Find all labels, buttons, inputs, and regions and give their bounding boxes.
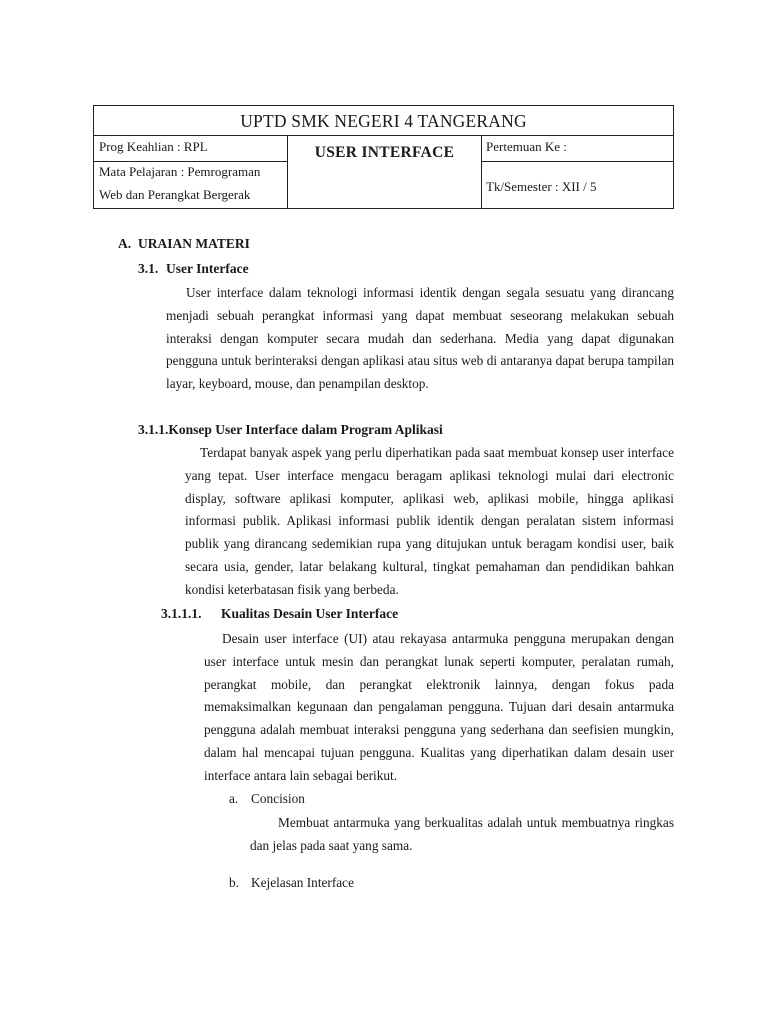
table-divider [481,136,482,208]
header-table [93,105,674,209]
document-title: USER INTERFACE [314,144,455,161]
list-label: Kejelasan Interface [251,875,354,890]
paragraph-user-interface: User interface dalam teknologi informasi identik dengan segala sesuatu yang dirancang menjadi sebuah perangkat informasi yang dapat membuat seseorang melakukan sebuah interaksi dengan komputer secara mudah dan sederhana. Media yang dapat digunakan pengguna untuk berinteraksi dengan aplikasi atau situs web di antaranya dapat berupa tampilan layar, keyboard, mouse, dan penampilan desktop. [166,285,674,392]
section-number: A. [118,236,132,251]
subsubsection-title: Kualitas Desain User Interface [221,606,399,621]
subsubsection-heading [161,606,398,622]
prog-keahlian: Prog Keahlian : RPL [99,139,208,154]
list-item [229,791,305,807]
subsection-heading-konsep: 3.1.1.Konsep User Interface dalam Program Aplikasi [138,422,443,437]
mata-pelajaran: Mata Pelajaran : Pemrograman Web dan Perangkat Bergerak [99,164,261,202]
paragraph-konsep: Terdapat banyak aspek yang perlu diperhatikan pada saat membuat konsep user interface yang tepat. User interface mengacu beragam aplikasi teknologi mulai dari electronic display, software aplikasi komputer, aplikasi web, aplikasi mobile, hingga aplikasi informasi publik. Aplikasi informasi publik identik dengan peralatan sistem informasi publik yang dirancang sedemikian rupa yang ditujukan untuk beragam kondisi user, baik secara usia, gender, latar belakang kultural, tingkat pemahaman dan pendidikan bahkan kondisi keterbatasan fisik yang berbeda. [185,445,674,597]
list-marker: b. [229,875,239,890]
subsection-title: User Interface [166,261,249,276]
list-marker: a. [229,791,239,806]
subsection-number: 3.1. [138,261,159,276]
subsection-heading [138,261,249,277]
subsubsection-number: 3.1.1.1. [161,606,202,621]
table-divider [481,161,673,162]
list-item-paragraph: Membuat antarmuka yang berkualitas adalah untuk membuatnya ringkas dan jelas pada saat yang sama. [250,815,674,853]
list-label: Concision [251,791,305,806]
pertemuan: Pertemuan Ke : [486,139,567,154]
list-item [229,875,354,891]
section-title: URAIAN MATERI [138,236,250,251]
school-title: UPTD SMK NEGERI 4 TANGERANG [94,106,673,136]
tk-semester: Tk/Semester : XII / 5 [486,179,597,194]
paragraph-kualitas: Desain user interface (UI) atau rekayasa antarmuka pengguna merupakan dengan user interface untuk mesin dan perangkat lunak seperti komputer, peralatan rumah, perangkat mobile, dan perangkat elektronik lainnya, dengan fokus pada memaksimalkan kegunaan dan pengalaman pengguna. Tujuan dari desain antarmuka pengguna adalah membuat interaksi pengguna yang sederhana dan seefisien mungkin, dalam hal mencapai tujuan pengguna. Kualitas yang diperhatikan dalam desain user interface antara lain sebagai berikut. [204,631,674,783]
section-heading [118,236,250,252]
